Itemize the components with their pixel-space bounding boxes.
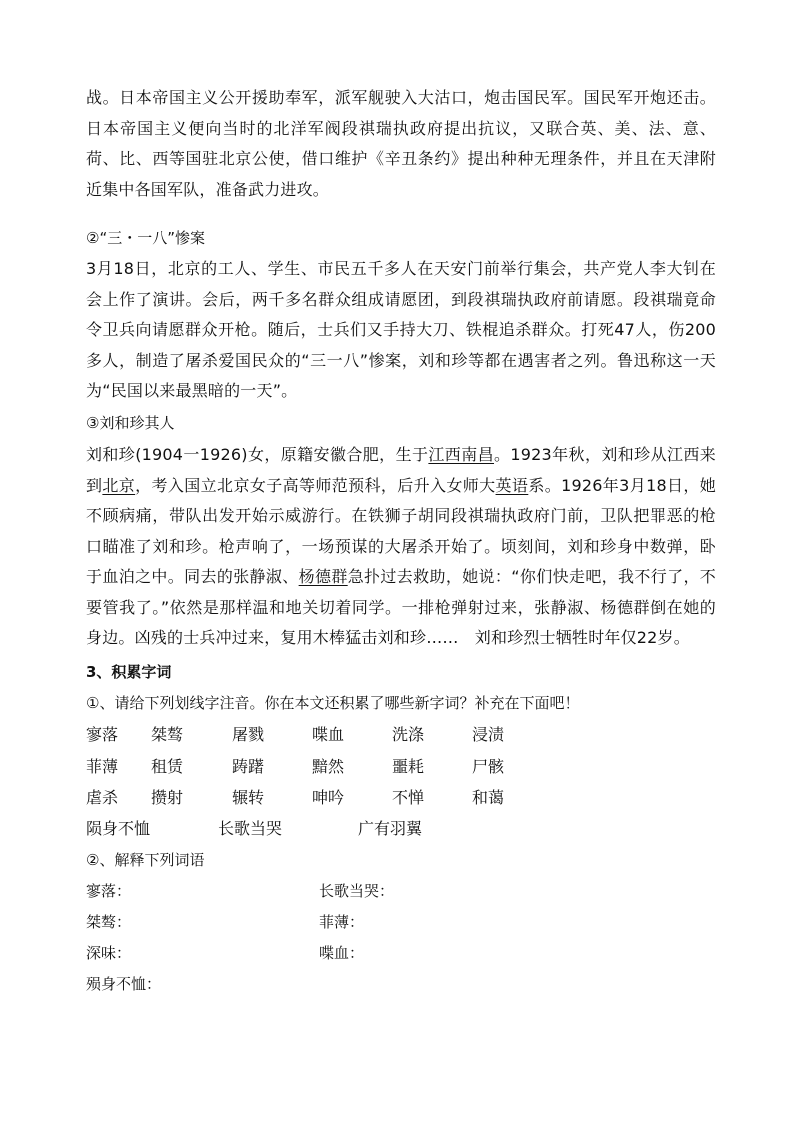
word-item: 尸骸 xyxy=(472,757,505,776)
definition-item: 深味： xyxy=(86,944,132,962)
definition-item: 菲薄： xyxy=(319,913,365,931)
word-item: 浸渍 xyxy=(472,725,505,744)
paragraph-massacre: 3月18日，北京的工人、学生、市民五千多人在天安门前举行集会，共产党人李大钊在会上作了演讲。会后，两千多名群众组成请愿团，到段祺瑞执政府前请愿。段祺瑞竟命令卫兵向请愿群众开枪。随后，士兵们又手持大刀、铁棍追杀群众。打死47人，伤200多人，制造了屠杀爱国民众的“三一八”惨案，刘和珍等都在遇害者之列。鲁迅称这一天为“民国以来最黑暗的一天”。 xyxy=(86,259,716,400)
word-item: 喋血 xyxy=(312,725,345,744)
word-item: 菲薄 xyxy=(86,757,119,776)
question-explain: ②、解释下列词语 xyxy=(86,851,205,869)
word-item: 寥落 xyxy=(86,725,119,744)
word-item: 呻吟 xyxy=(312,788,345,807)
underlined-english: 英语 xyxy=(495,475,529,495)
question-pinyin: ①、请给下列划线字注音。你在本文还积累了哪些新字词？补充在下面吧！ xyxy=(86,694,580,712)
definition-item: 长歌当哭： xyxy=(319,882,395,900)
definition-item: 桀骜： xyxy=(86,913,132,931)
word-item: 不惮 xyxy=(392,788,425,807)
section-title-vocabulary: 3、积累字词 xyxy=(86,663,172,681)
word-item: 广有羽翼 xyxy=(358,819,423,838)
text-segment: 急扑过去救助，她说：“你们快走吧，我不行了，不要管我了。”依然是那样温和地关切着同学。一排枪弹射过来，张静淑、杨德群倒在她的身边。凶残的士兵冲过来，复用木棒猛击刘和珍…… 刘和珍烈士牺牲时年仅22岁。 xyxy=(86,567,717,647)
underlined-place-beijing: 北京 xyxy=(102,475,136,495)
underlined-yang-dequn: 杨德群 xyxy=(298,567,348,586)
word-item: 辗转 xyxy=(232,788,265,807)
paragraph-liu-hezhen xyxy=(86,440,716,654)
word-item: 陨身不恤 xyxy=(86,819,151,838)
word-item: 长歌当哭 xyxy=(218,819,283,838)
word-item: 踌躇 xyxy=(232,757,265,776)
word-item: 攒射 xyxy=(151,788,184,807)
definition-item: 喋血： xyxy=(319,944,365,962)
text-segment: ，考入国立北京女子高等师范预科，后升入女师大 xyxy=(135,475,496,495)
text-segment: 。1923年秋，刘和珍从江西来到 xyxy=(86,445,716,495)
word-item: 洗涤 xyxy=(392,725,425,744)
word-item: 噩耗 xyxy=(392,757,425,776)
heading-march-18-massacre: ②“三・一八”惨案 xyxy=(86,229,205,247)
heading-liu-hezhen: ③刘和珍其人 xyxy=(86,414,175,432)
word-item: 桀骜 xyxy=(151,725,184,744)
word-item: 虐杀 xyxy=(86,788,119,807)
word-item: 黯然 xyxy=(312,757,345,776)
definition-item: 寥落： xyxy=(86,882,132,900)
word-item: 租赁 xyxy=(151,757,184,776)
definition-item: 殒身不恤： xyxy=(86,975,162,993)
text-segment: 系。1926年3月18日，她不顾病痛，带队出发开始示威游行。在铁狮子胡同段祺瑞执政府门前，卫队把罪恶的枪口瞄准了刘和珍。枪声响了，一场预谋的大屠杀开始了。顷刻间，刘和珍身中数弹，卧于血泊之中。同去的张静淑、 xyxy=(86,475,716,586)
word-item: 和蔼 xyxy=(472,788,505,807)
text-segment: 刘和珍(1904一1926)女，原籍安徽合肥，生于 xyxy=(86,445,429,464)
paragraph-background: 战。日本帝国主义公开援助奉军，派军舰驶入大沽口，炮击国民军。国民军开炮还击。日本帝国主义便向当时的北洋军阀段祺瑞执政府提出抗议，又联合英、美、法、意、荷、比、西等国驻北京公使，借口维护《辛丑条约》提出种种无理条件，并且在天津附近集中各国军队，准备武力进攻。 xyxy=(86,88,716,199)
underlined-place-jiangxi-nanchang: 江西南昌 xyxy=(428,445,495,464)
word-item: 屠戮 xyxy=(232,725,265,744)
